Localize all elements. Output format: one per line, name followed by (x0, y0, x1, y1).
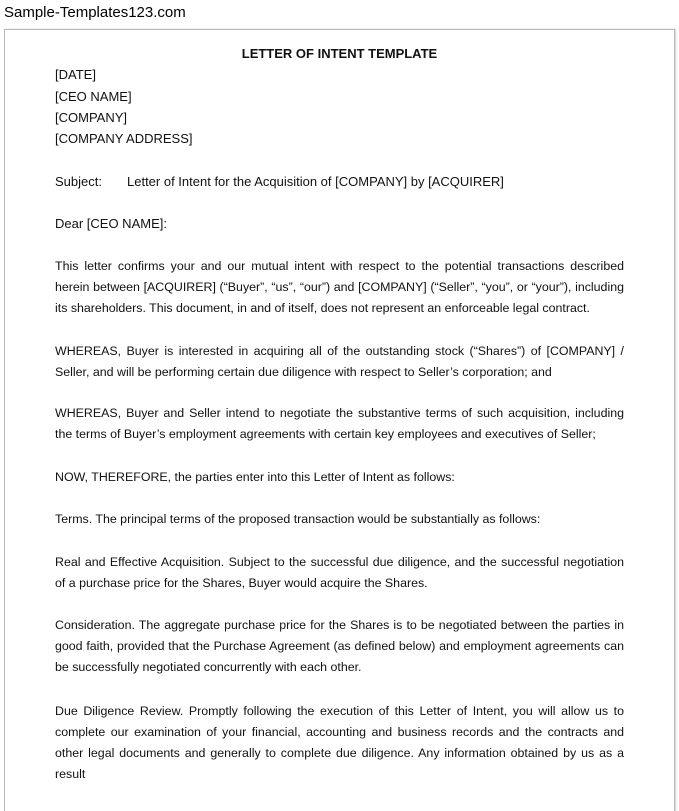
paragraph-whereas-1: WHEREAS, Buyer is interested in acquiring all of the outstanding stock (“Shares”) of [COMPANY] / Seller, and will be performing certain due diligence with respect to Seller’s corporation; and (55, 344, 624, 379)
header-ceo-name: [CEO NAME] (55, 89, 132, 104)
paragraph-consideration: Consideration. The aggregate purchase price for the Shares is to be negotiated between the parties in good faith, provided that the Purchase Agreement (as defined below) and employment agreements can be successfully negotiated concurrently with each other. (55, 618, 624, 674)
paragraph-now-therefore: NOW, THEREFORE, the parties enter into this Letter of Intent as follows: (55, 470, 455, 484)
paragraph-intro: This letter confirms your and our mutual intent with respect to the potential transactions described herein between [ACQUIRER] (“Buyer”, “us”, “our”) and [COMPANY] (“Seller”, “you”, or “your”), including its shareholders. This document, in and of itself, does not represent an enforceable legal contract. (55, 259, 624, 315)
header-company: [COMPANY] (55, 110, 127, 125)
subject-line (55, 174, 504, 189)
watermark: Sample-Templates123.com (4, 4, 186, 21)
header-date: [DATE] (55, 67, 96, 82)
paragraph-acquisition: Real and Effective Acquisition. Subject to the successful due diligence, and the successful negotiation of a purchase price for the Shares, Buyer would acquire the Shares. (55, 555, 624, 590)
salutation: Dear [CEO NAME]: (55, 216, 167, 231)
paragraph-terms: Terms. The principal terms of the proposed transaction would be substantially as follows: (55, 512, 541, 526)
subject-text: Letter of Intent for the Acquisition of [COMPANY] by [ACQUIRER] (127, 174, 504, 189)
page-title: LETTER OF INTENT TEMPLATE (241, 46, 438, 61)
paragraph-whereas-2: WHEREAS, Buyer and Seller intend to negotiate the substantive terms of such acquisition, including the terms of Buyer’s employment agreements with certain key employees and executives of Seller; (55, 406, 624, 441)
paragraph-due-diligence: Due Diligence Review. Promptly following the execution of this Letter of Intent, you will allow us to complete our examination of your financial, accounting and business records and the contracts and other legal documents and generally to complete due diligence. Any information obtained by us as a result (55, 704, 624, 781)
header-company-address: [COMPANY ADDRESS] (55, 131, 193, 146)
subject-label: Subject: (55, 174, 102, 189)
